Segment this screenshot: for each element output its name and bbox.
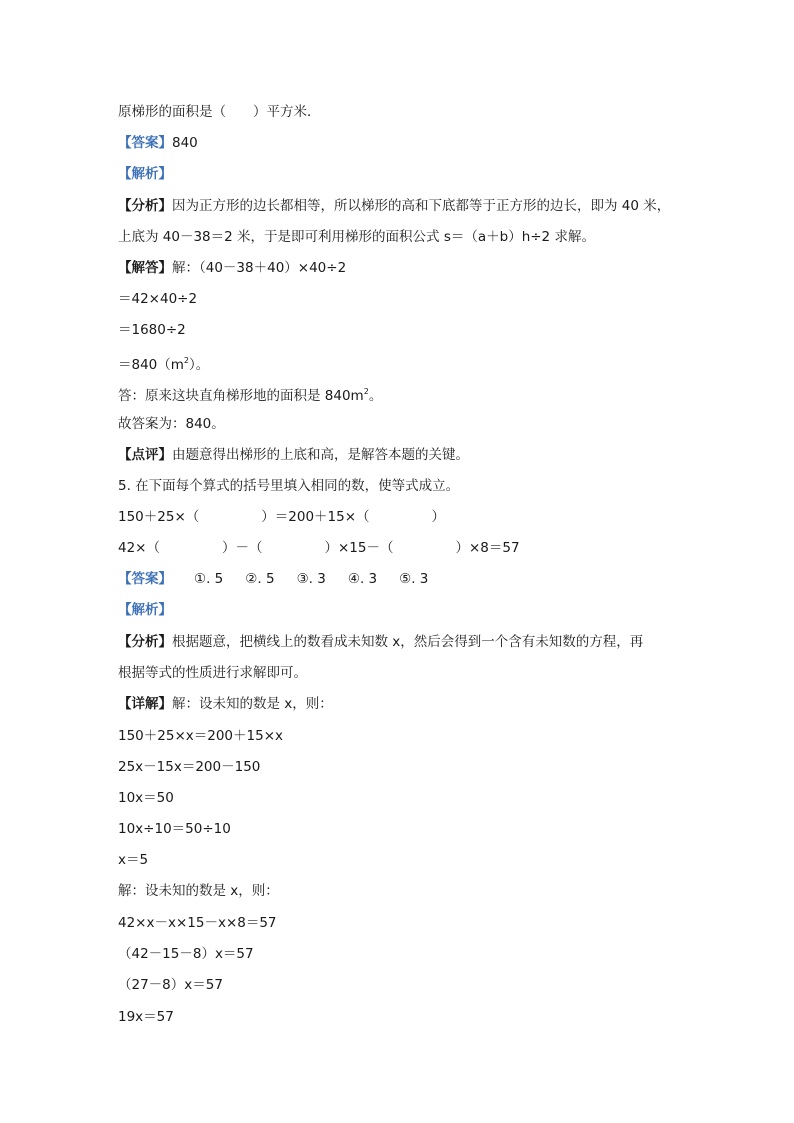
detail-text: 解：设未知的数是 x，则： xyxy=(172,696,333,712)
calc-step-text: ＝840（m xyxy=(118,357,184,373)
solution-line xyxy=(118,258,714,278)
comment-line xyxy=(118,445,714,465)
superscript: 2 xyxy=(183,356,190,365)
comment-text: 由题意得出梯形的上底和高，是解答本题的关键。 xyxy=(172,447,469,463)
superscript: 2 xyxy=(363,387,369,396)
calc-step-text: 10x＝50 xyxy=(118,790,174,806)
detail-tag: 【详解】 xyxy=(118,696,172,712)
calc-step xyxy=(118,944,714,964)
answer-statement-text: 。 xyxy=(368,388,383,404)
answer-item-4: ④. 3 xyxy=(347,571,378,587)
analysis-tag: 【解析】 xyxy=(118,602,172,618)
analysis-tag: 【解析】 xyxy=(118,166,172,182)
answer-statement-text: 答：原来这块直角梯形地的面积是 840m xyxy=(118,388,364,404)
question-text: 原梯形的面积是（ ）平方米． xyxy=(118,104,321,120)
equation-part: 150＋25×（ xyxy=(118,509,200,525)
answer-item-5: ⑤. 3 xyxy=(399,571,429,587)
analysis-sub-tag: 【分析】 xyxy=(118,198,172,214)
equation-part: ）－（ xyxy=(222,540,263,556)
answer-tag: 【答案】 xyxy=(118,135,172,151)
analysis-text: 根据题意，把横线上的数看成未知数 x，然后会得到一个含有未知数的方程，再 xyxy=(172,634,644,650)
solution-intro-text: 解：设未知的数是 x，则： xyxy=(118,883,279,899)
calc-step xyxy=(118,320,714,340)
answer-value: 840 xyxy=(172,135,198,151)
analysis-line xyxy=(118,196,714,216)
calc-step-text: （27－8）x＝57 xyxy=(118,977,223,993)
calc-step xyxy=(118,850,714,870)
answer-item-1: ①. 5 xyxy=(194,571,224,587)
analysis-sub-tag: 【分析】 xyxy=(118,634,172,650)
analysis-line xyxy=(118,632,714,652)
calc-step-text: 19x＝57 xyxy=(118,1009,174,1025)
calc-step xyxy=(118,913,714,933)
answer-line xyxy=(118,133,714,153)
equation-2 xyxy=(118,538,714,558)
calc-step xyxy=(118,289,714,309)
equation-part: ）×15－（ xyxy=(324,540,394,556)
equation-part: ）＝200＋15×（ xyxy=(261,509,370,525)
calc-step xyxy=(118,819,714,839)
calc-step xyxy=(118,757,714,777)
solution-intro xyxy=(118,881,714,901)
question-continuation xyxy=(118,102,714,122)
calc-step-text: 42×x－x×15－x×8＝57 xyxy=(118,915,277,931)
analysis-text-2: 上底为 40－38＝2 米，于是即可利用梯形的面积公式 s＝（a＋b）h÷2 求解。 xyxy=(118,229,595,245)
question-5-title xyxy=(118,476,714,496)
calc-step xyxy=(118,788,714,808)
equation-part: ） xyxy=(431,509,446,525)
calc-step-text: x＝5 xyxy=(118,852,149,868)
equation-part: ）×8＝57 xyxy=(455,540,520,556)
solution-text: 解：（40－38＋40）×40÷2 xyxy=(172,260,347,276)
analysis-line-2 xyxy=(118,663,714,683)
answer-statement xyxy=(118,382,714,406)
calc-step xyxy=(118,726,714,746)
answer-tag: 【答案】 xyxy=(118,571,172,587)
calc-step-text: 25x－15x＝200－150 xyxy=(118,759,261,775)
analysis-heading xyxy=(118,164,714,184)
analysis-heading xyxy=(118,600,714,620)
answer-item-3: ③. 3 xyxy=(296,571,326,587)
detail-line xyxy=(118,694,714,714)
answer-line-5 xyxy=(118,569,714,589)
equation-1 xyxy=(118,507,714,527)
calc-step-text: 150＋25×x＝200＋15×x xyxy=(118,728,283,744)
analysis-text: 因为正方形的边长都相等，所以梯形的高和下底都等于正方形的边长，即为 40 米， xyxy=(172,198,671,214)
comment-tag: 【点评】 xyxy=(118,447,172,463)
calc-step-text: ＝1680÷2 xyxy=(118,322,186,338)
final-answer-text: 故答案为：840。 xyxy=(118,416,225,432)
calc-step-text: （42－15－8）x＝57 xyxy=(118,946,254,962)
calc-step xyxy=(118,975,714,995)
calc-step-text: ）。 xyxy=(189,357,210,373)
analysis-text-2: 根据等式的性质进行求解即可。 xyxy=(118,665,307,681)
calc-step-text: ＝42×40÷2 xyxy=(118,291,198,307)
calc-step-text: 10x÷10＝50÷10 xyxy=(118,821,231,837)
analysis-line-2 xyxy=(118,227,714,247)
question-5-text: 5. 在下面每个算式的括号里填入相同的数，使等式成立。 xyxy=(118,478,460,494)
solution-tag: 【解答】 xyxy=(118,260,172,276)
answer-item-2: ②. 5 xyxy=(245,571,275,587)
final-answer xyxy=(118,414,714,434)
calc-step xyxy=(118,1007,714,1027)
equation-part: 42×（ xyxy=(118,540,160,556)
calc-step xyxy=(118,351,714,375)
